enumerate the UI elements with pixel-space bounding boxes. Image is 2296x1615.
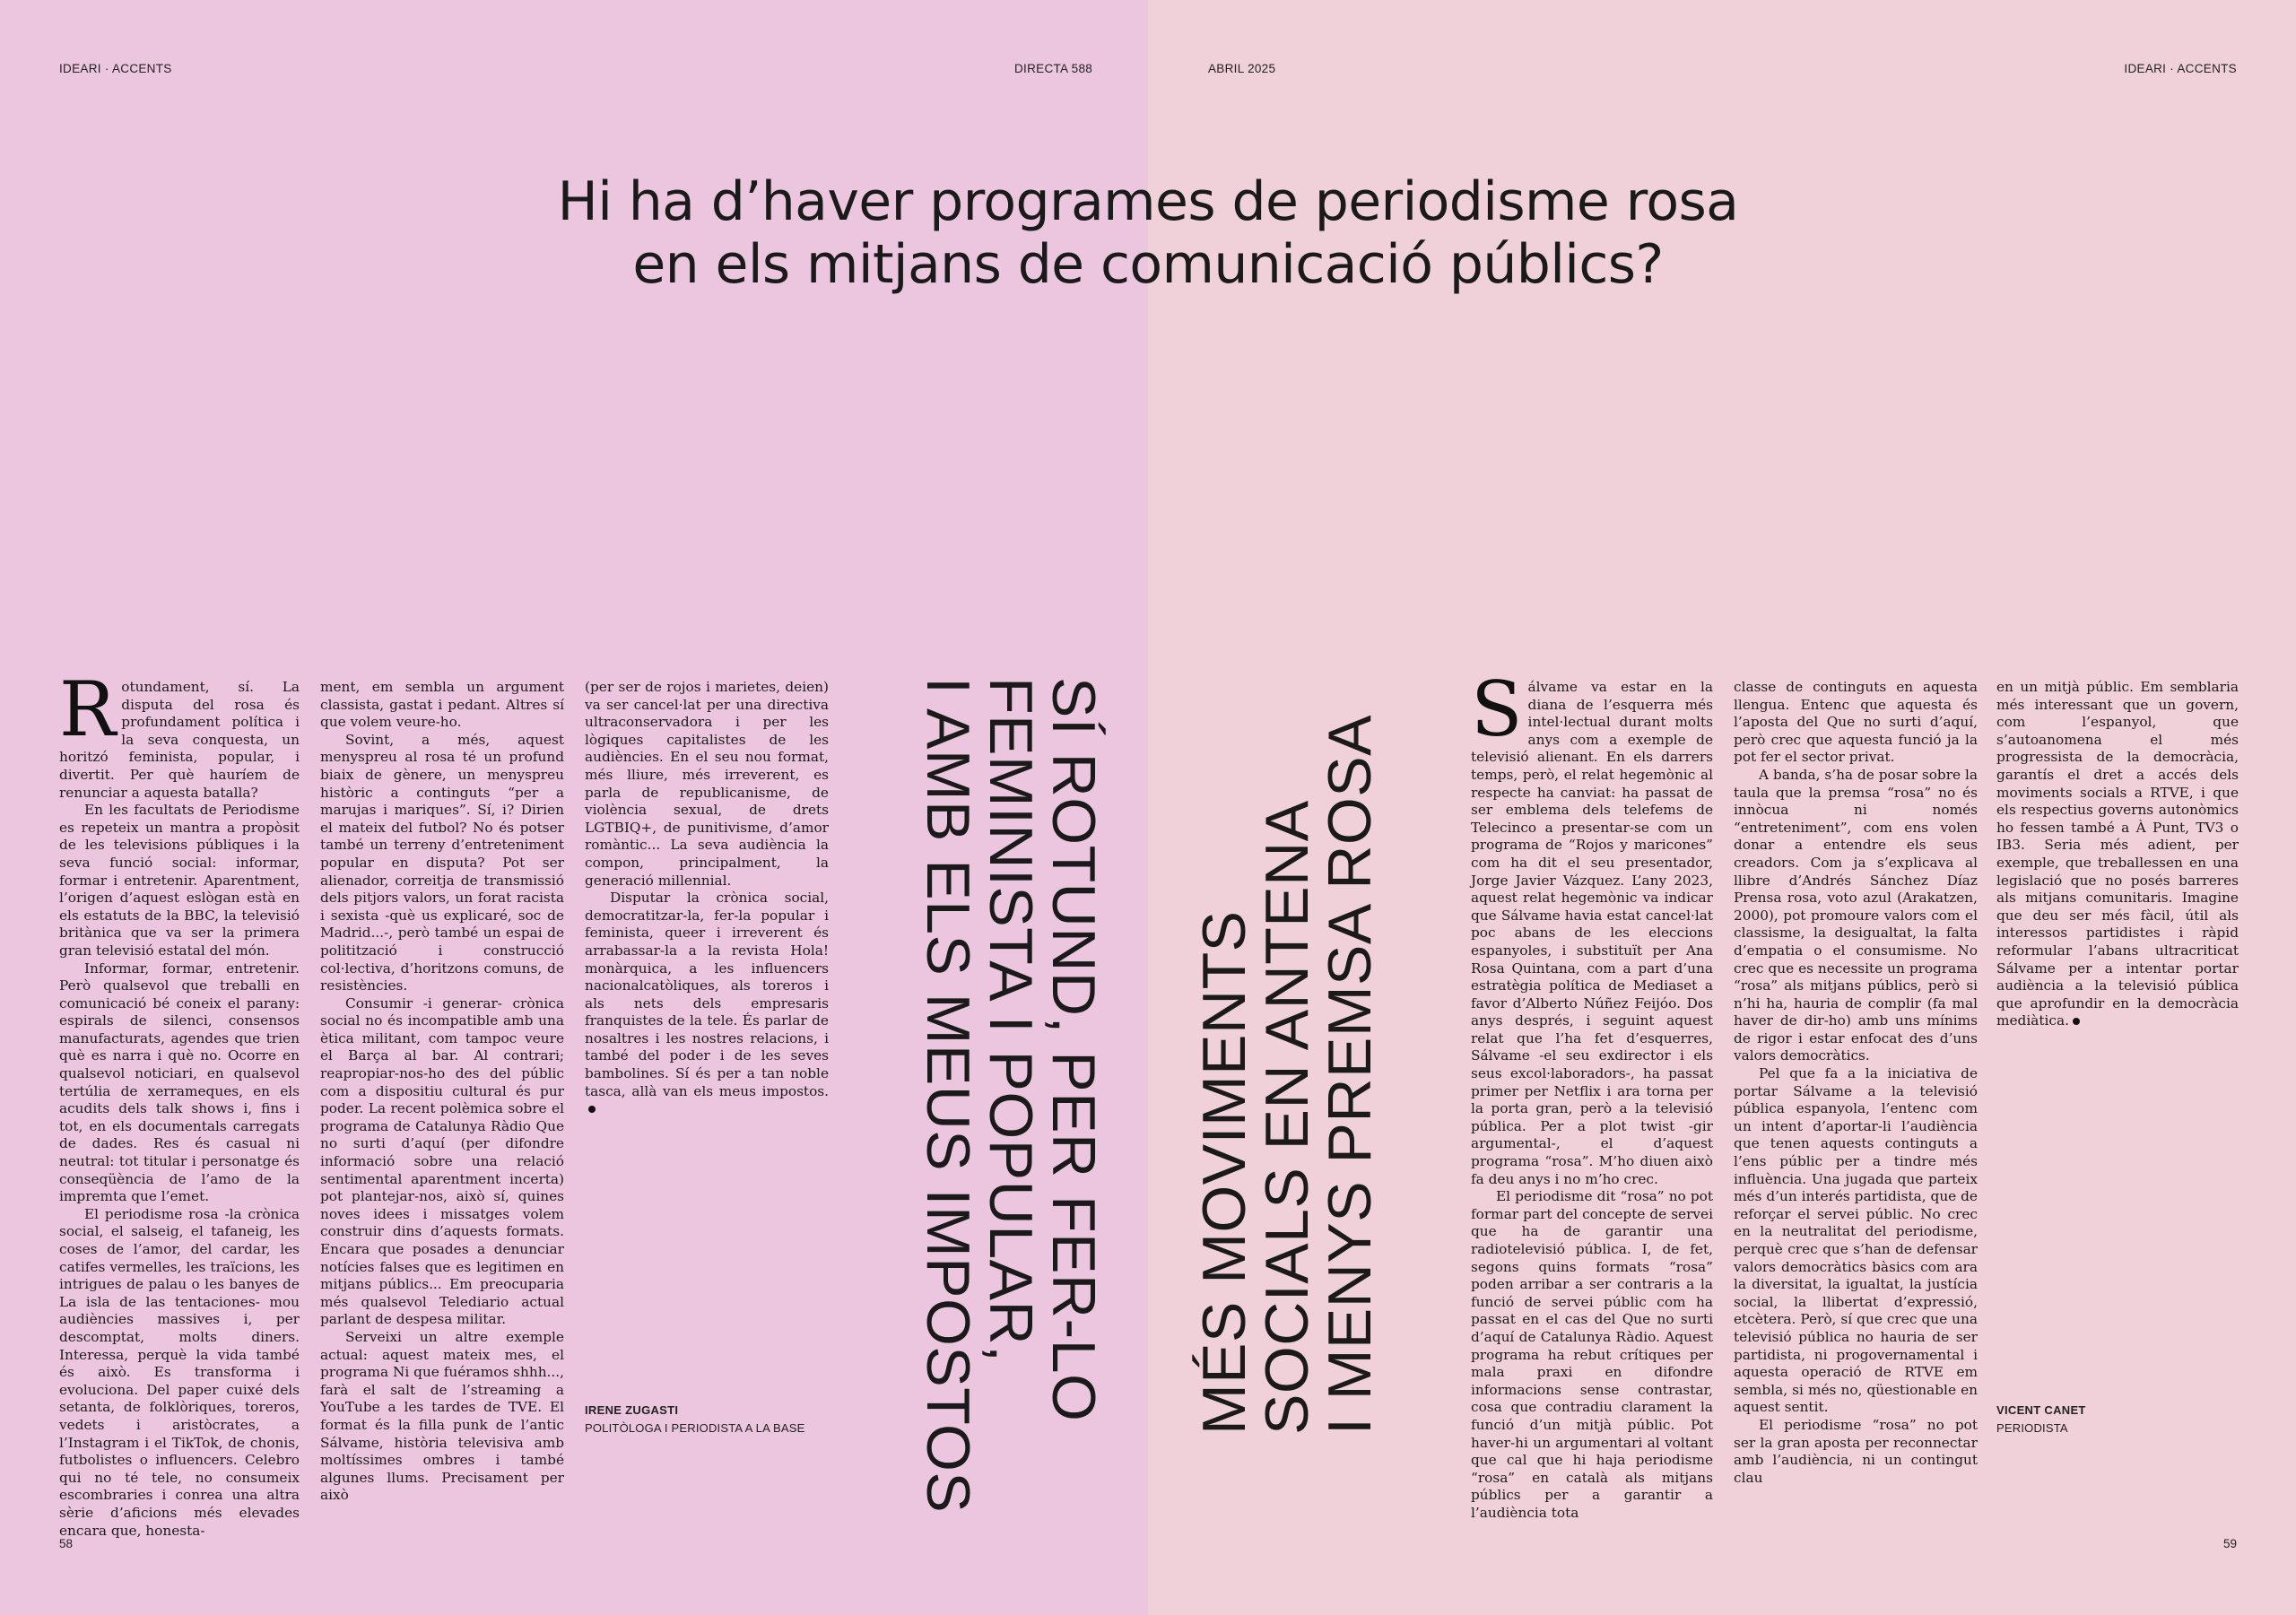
pull-quote-line: FEMINISTA I POPULAR, xyxy=(977,677,1045,1363)
title-line-2: en els mitjans de comunicació públics? xyxy=(632,233,1664,296)
section-label-right: IDEARI · ACCENTS xyxy=(2124,62,2237,75)
paragraph: (per ser de rojos i marietes, deien) va ser cancel·lat per una directiva ultraconservadora i per les lògiques capitalistes de les audiències. En el seu nou format, més lliure, més irreverent, es parla de republicanisme, de violència sexual, de drets LGTBIQ+, de punitivisme, d’amor romàntic... La seva audiència la compon, principalment, la generació millennial. xyxy=(585,679,829,889)
page-number-right: 59 xyxy=(2222,1537,2237,1550)
page-number-left: 58 xyxy=(59,1537,74,1550)
date-label: ABRIL 2025 xyxy=(1208,62,1276,75)
author-role-right: PERIODISTA xyxy=(1996,1421,2068,1435)
paragraph: Consumir -i generar- crònica social no és incompatible amb una ètica militant, com tampoc veure el Barça al bar. Al contrari; reapropiar-nos-ho des del públic com a dispositiu cultural és pur poder. La recent polèmica sobre el programa de Catalunya Ràdio Que no surti d’aquí (per difondre informació sobre una relació sentimental aparentment incerta) pot plantejar-nos, això sí, quines noves idees i missatges volem construir dins d’aquests formats. Encara que posades a denunciar notícies falses que es legitimen en mitjans públics... Em preocuparia més qualsevol Telediario actual parlant de despesa militar. xyxy=(320,994,564,1328)
paragraph: El periodisme rosa -la crònica social, el salseig, el tafaneig, les coses de l’amor, del cardar, les catifes vermelles, les traïcions, les intrigues de palau o les banyes de La isla de las tentaciones- mou audiències massives i, per descomptat, molts diners. Interessa, perquè la vida també és això. Es transforma i evoluciona. Del paper cuixé dels setanta, de folklòriques, toreros, vedets i aristòcrates, a l’Instagram i el TikTok, de chonis, futbolistes o influencers. Celebro qui no té tele, no consumeix escombraries i conrea una altra sèrie d’aficions més elevades encara que, honesta- xyxy=(59,1205,300,1539)
paragraph: Disputar la crònica social, democratitzar-la, fer-la popular i feminista, queer i irreverent és arrabassar-la a la revista Hola! monàrquica, a les influencers nacionalcatòliques, als toreros i als nets dels empresaris franquistes de la tele. És parlar de nosaltres i les nostres relacions, i també del poder i de les seves bambolines. Sí és per a tan noble tasca, allà van els meus impostos. xyxy=(585,890,829,1099)
right-article-column-1 xyxy=(1471,665,1713,1523)
paragraph: álvame va estar en la diana de l’esquerra més intel·lectual durant molts anys com a exemple de televisió alienant. En els darrers temps, però, el relat hegemònic al respecte ha canviat: ha passat de ser emblema dels telefems de Telecinco a presentar-se com un programa de “Rojos y maricones” com ha dit el seu presentador, Jorge Javier Vázquez. L’any 2023, aquest relat hegemònic va indicar que Sálvame havia estat cancel·lat poc abans de les eleccions espanyoles, i substituït per Ana Rosa Quintana, com a part d’una estratègia política de Mediaset a favor d’Alberto Núñez Feijóo. Dos anys després, i seguint aquest relat que l’ha fet d’esquerres, Sálvame -el seu exdirector i els seus excol·laboradors-, ha passat primer per Netflix i ara torna per la porta gran, però a la televisió pública. Per a plot twist -gir argumental-, el d’aquest programa “rosa”. M’ho diuen això fa deu anys i no m’ho crec. xyxy=(1471,679,1713,1187)
pull-quote-right xyxy=(1190,714,1384,1435)
author-role-left: POLITÒLOGA I PERIODISTA A LA BASE xyxy=(585,1421,805,1435)
left-article-column-2 xyxy=(320,679,564,1505)
pull-quote-line: SOCIALS EN ANTENA xyxy=(1253,800,1321,1435)
paragraph: El periodisme dit “rosa” no pot formar part del concepte de servei que ha de garantir una radiotelevisió pública. I, de fet, segons quins formats “rosa” poden arribar a ser contraris a la funció de servei públic com ha passat en el cas del Que no surti d’aquí de Catalunya Ràdio. Aquest programa ha rebut crítiques per mala praxi en difondre informacions sense contrastar, cosa que contradiu clarament la funció d’un mitjà públic. Pot haver-hi un argumentari al voltant que cal que hi haja periodisme “rosa” en català als mitjans públics per a garantir a l’audiència tota xyxy=(1471,1188,1713,1521)
paragraph: classe de continguts en aquesta llengua. Entenc que aquesta és l’aposta del Que no surti d’aquí, però crec que aquesta funció ja la pot fer el sector privat. xyxy=(1734,679,1978,766)
paragraph: El periodisme “rosa” no pot ser la gran aposta per reconnectar amb l’audiència, ni un contingut clau xyxy=(1734,1416,1978,1486)
author-name-right: VICENT CANET xyxy=(1996,1403,2086,1417)
paragraph: Sovint, a més, aquest menyspreu al rosa té un profund biaix de gènere, un menyspreu històric a continguts “per a marujas i mariques”. Sí, i? Dirien el mateix del futbol? No és potser també un terreny d’entreteniment popular en disputa? Pot ser alienador, correitja de transmissió dels pitjors valors, un forat racista i sexista -què us explicaré, soc de Madrid...-, però també un espai de politització i construcció col·lectiva, d’horitzons comuns, de resistències. xyxy=(320,731,564,994)
paragraph: Serveixi un altre exemple actual: aquest mateix mes, el programa Ni que fuéramos shhh..., farà el salt de l’streaming a YouTube a les tardes de TVE. El format és la filla punk de l’antic Sálvame, història televisiva amb moltíssimes ombres i també algunes llums. Precisament per això xyxy=(320,1328,565,1504)
author-name-left: IRENE ZUGASTI xyxy=(585,1403,679,1417)
section-label-left: IDEARI · ACCENTS xyxy=(59,62,172,75)
left-article-column-1 xyxy=(59,665,300,1540)
pull-quote-left xyxy=(914,677,1108,1514)
paragraph: Pel que fa a la iniciativa de portar Sálvame a la televisió pública espanyola, l’entenc com un intent d’aportar-li l’audiència que tenen aquests continguts a l’ens públic per a tindre més influència. Una jugada que parteix més d’un interés partidista, que de reforçar el servei públic. No crec en la neutralitat del periodisme, perquè crec que s’han de defensar valors democràtics bàsics com ara la diversitat, la igualtat, la justícia social, la llibertat d’expressió, etcètera. Però, sí que crec que una televisió pública no hauria de ser partidista, ni progovernamental i aquesta operació de RTVE em sembla, si més no, qüestionable en aquest sentit. xyxy=(1734,1065,1978,1416)
pull-quote-line: SÍ ROTUND, PER FER-LO xyxy=(1039,677,1108,1422)
paragraph: otundament, sí. La disputa del rosa és profundament política i la seva conquesta, un horitzó feminista, popular, i divertit. Per què hauríem de renunciar a aquesta batalla? xyxy=(59,679,300,801)
paragraph: en un mitjà públic. Em semblaria més interessant que un govern, com l’espanyol, que s’autoanomena el més progressista de la democràcia, garantís el dret a accés dels moviments socials a RTVE, i que els respectius governs autonòmics ho fessen també a À Punt, TV3 o IB3. Seria més adient, per exemple, que treballessen en una legislació que no posés barreres als mitjans comunitaris. Imagine que deu ser més fàcil, útil als interessos partidistes i ràpid reformular l’abans ultracriticat Sálvame per a intentar portar audiència a la televisió pública que aprofundir en la democràcia mediàtica. xyxy=(1996,679,2239,1029)
right-article-column-2 xyxy=(1734,679,1978,1487)
left-article-column-3 xyxy=(585,679,829,1118)
paragraph: Informar, formar, entretenir. Però qualsevol que treballi en comunicació bé coneix el parany: espirals de silenci, consensos manufacturats, agendes que trien què es narra i què no. Ocorre en qualsevol noticiari, en qualsevol tertúlia de xerrameques, en els acudits dels talk shows i, fins i tot, en els documentals carregats de dades. Res és casual ni neutral: tot titular i personatge és conseqüència de l’amo de la impremta que l’emet. xyxy=(59,959,300,1205)
right-article-column-3 xyxy=(1996,679,2239,1030)
paragraph: En les facultats de Periodisme es repeteix un mantra a propòsit de les televisions públiques i la seva funció social: informar, formar i entretenir. Aparentment, l’origen d’aquest eslògan està en els estatuts de la BBC, la televisió britànica que va ser la primera gran televisió estatal del món. xyxy=(59,802,300,959)
drop-cap: S xyxy=(1471,665,1523,753)
pull-quote-line: I MENYS PREMSA ROSA xyxy=(1316,714,1384,1435)
drop-cap: R xyxy=(59,665,117,753)
issue-label: DIRECTA 588 xyxy=(1014,62,1093,75)
paragraph: A banda, s’ha de posar sobre la taula que la premsa “rosa” no és innòcua ni només “entreteniment”, com ens volen donar a entendre els seus creadors. Com ja s’explicava al llibre d’Andrés Sánchez Díaz Prensa rosa, voto azul (Arakatzen, 2000), pot promoure valors com el classisme, la desigualtat, la falta d’empatia o el consumisme. No crec que es necessite un programa “rosa” als mitjans públics, però si n’hi ha, hauria de complir (fa mal haver de dir-ho) amb uns mínims de rigor i estar enfocat des d’uns valors democràtics. xyxy=(1734,766,1978,1064)
page-title xyxy=(502,170,1794,296)
paragraph: ment, em sembla un argument classista, gastat i pedant. Altres sí que volem veure-ho. xyxy=(320,679,564,731)
end-mark-icon xyxy=(2073,1018,2080,1025)
pull-quote-line: MÉS MOVIMENTS xyxy=(1190,910,1258,1435)
title-line-1: Hi ha d’haver programes de periodisme rosa xyxy=(557,170,1739,233)
end-mark-icon xyxy=(588,1106,596,1113)
pull-quote-line: I AMB ELS MEUS IMPOSTOS xyxy=(914,677,982,1514)
